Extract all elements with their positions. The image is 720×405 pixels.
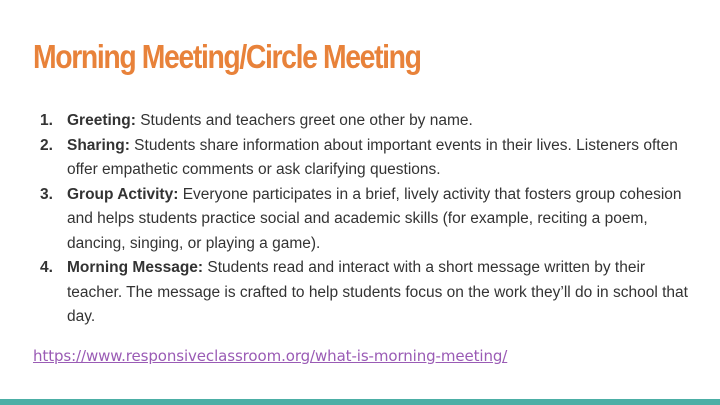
list-item-number: 1. — [40, 112, 53, 129]
slide-title: Morning Meeting/Circle Meeting — [33, 38, 421, 75]
list-item-text: Students read and interact with a short message written by their teacher. The message is crafted to help students focus on the work they’ll do in school that day. — [67, 259, 688, 325]
list-item-morning-message — [40, 256, 690, 330]
list-item-term: Greeting: — [67, 112, 136, 129]
list-item-body — [67, 109, 690, 134]
list-item-text: Students and teachers greet one other by name. — [135, 112, 473, 129]
list-item-term: Sharing: — [67, 136, 130, 154]
list-item-number: 4. — [40, 259, 53, 276]
list-item-greeting — [40, 109, 690, 134]
list-item-number: 2. — [40, 136, 53, 154]
list-item-sharing — [40, 134, 690, 183]
list-item-text: Everyone participates in a brief, lively activity that fosters group cohesion and helps students practice social and academic skills (for example, reciting a poem, dancing, singing, or playing a game). — [67, 185, 682, 252]
list-item-body — [67, 134, 690, 183]
footer-accent-bar — [0, 399, 720, 405]
list-item-group-activity — [40, 183, 690, 257]
list-item-body — [67, 256, 690, 330]
source-link[interactable]: https://www.responsiveclassroom.org/what-is-morning-meeting/ — [33, 347, 508, 365]
list-item-body — [67, 183, 690, 257]
list-item-term: Group Activity: — [67, 185, 179, 203]
list-item-text: Students share information about important events in their lives. Listeners often offer empathetic comments or ask clarifying questions. — [67, 136, 678, 178]
list-item-number: 3. — [40, 185, 53, 203]
list-item-term: Morning Message: — [67, 259, 204, 276]
numbered-list — [40, 109, 690, 330]
